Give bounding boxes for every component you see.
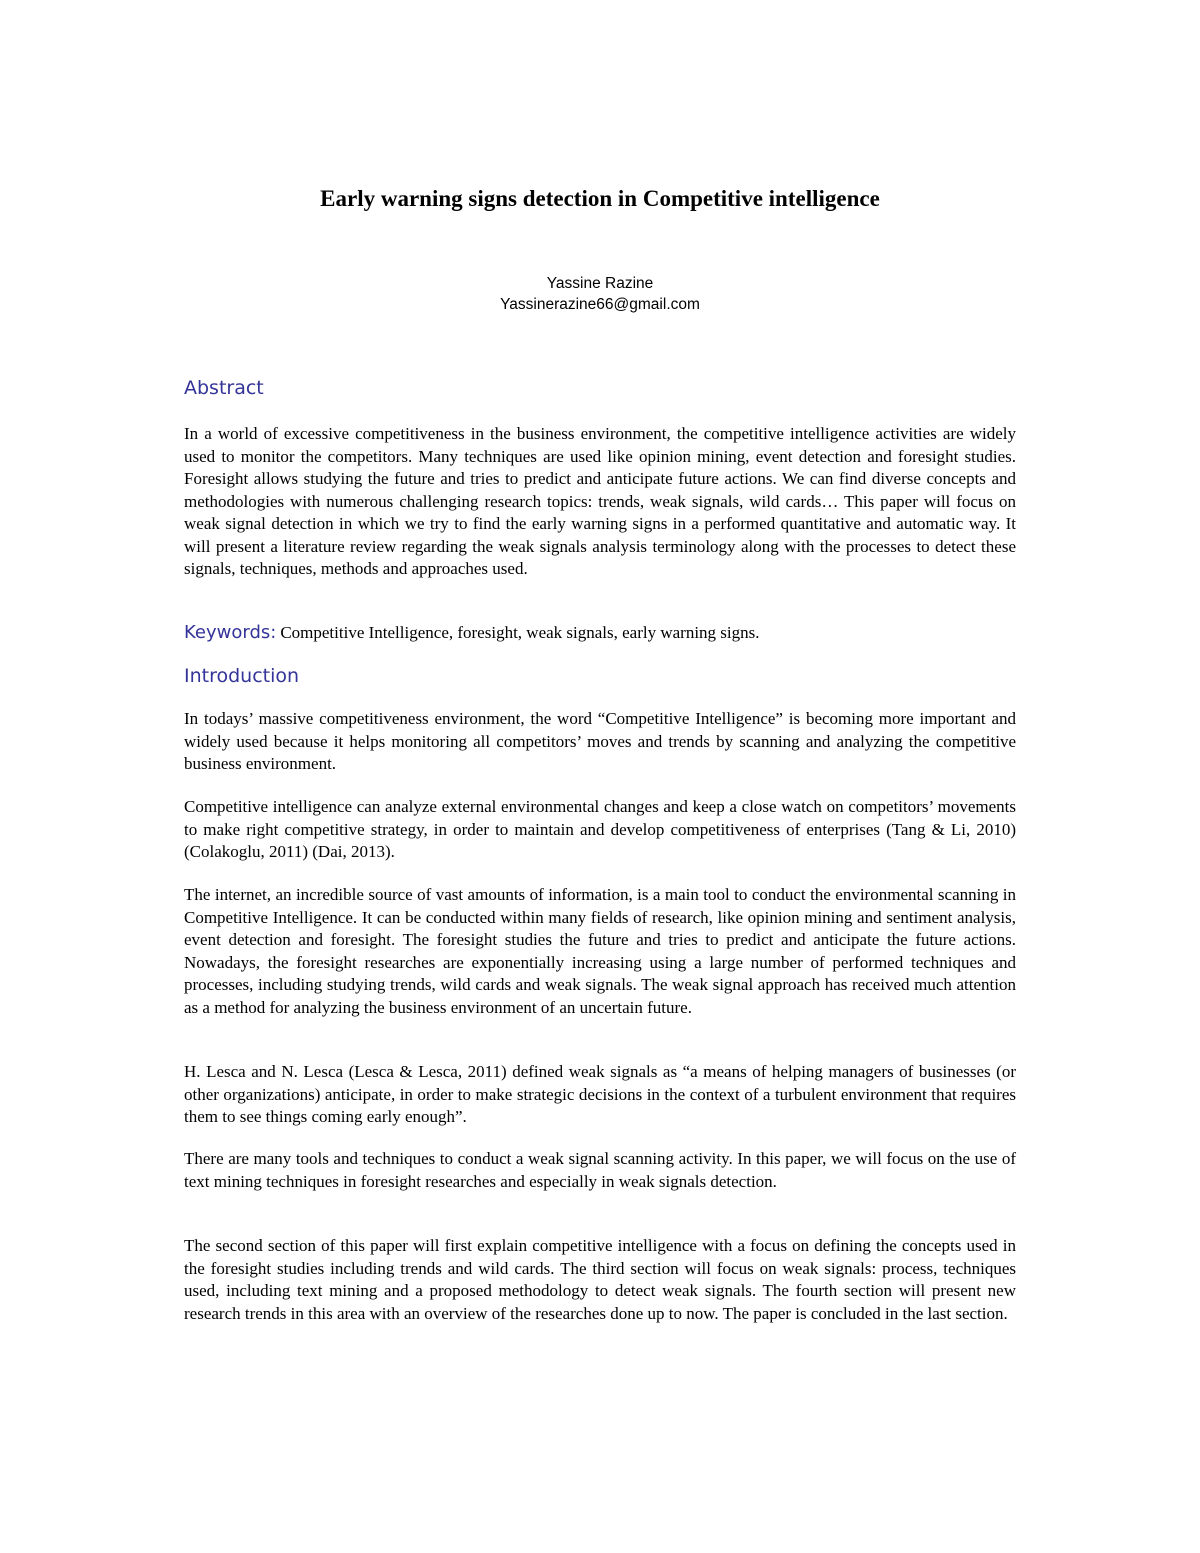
keywords-text: Competitive Intelligence, foresight, weak signals, early warning signs. bbox=[280, 623, 760, 642]
intro-paragraph-5: There are many tools and techniques to conduct a weak signal scanning activity. In this paper, we will focus on the use of text mining techniques in foresight researches and especially in weak signals detection. bbox=[184, 1149, 1016, 1191]
abstract-heading: Abstract bbox=[184, 377, 264, 399]
intro-paragraph-4: H. Lesca and N. Lesca (Lesca & Lesca, 2011) defined weak signals as “a means of helping managers of businesses (or other organizations) anticipate, in order to make strategic decisions in the context of a turbulent environment that requires them to see things coming early enough”. bbox=[184, 1062, 1016, 1126]
intro-paragraph-3: The internet, an incredible source of vast amounts of information, is a main tool to conduct the environmental scanning in Competitive Intelligence. It can be conducted within many fields of research, like opinion mining and sentiment analysis, event detection and foresight. The foresight studies the future and tries to predict and anticipate the future actions. Nowadays, the foresight researches are exponentially increasing using a large number of performed techniques and processes, including studying trends, wild cards and weak signals. The weak signal approach has received much attention as a method for analyzing the business environment of an uncertain future. bbox=[184, 885, 1016, 1017]
intro-paragraph-1: In todays’ massive competitiveness environment, the word “Competitive Intelligence” is becoming more important and widely used because it helps monitoring all competitors’ moves and trends by scanning and analyzing the competitive business environment. bbox=[184, 709, 1016, 773]
keywords-label: Keywords: bbox=[184, 622, 277, 643]
author-email: Yassinerazine66@gmail.com bbox=[500, 296, 700, 313]
paper-title: Early warning signs detection in Competitive intelligence bbox=[320, 186, 880, 211]
intro-paragraph-6: The second section of this paper will first explain competitive intelligence with a focus on defining the concepts used in the foresight studies including trends and wild cards. The third section will focus on weak signals: process, techniques used, including text mining and a proposed methodology to detect weak signals. The fourth section will present new research trends in this area with an overview of the researches done up to now. The paper is concluded in the last section. bbox=[184, 1236, 1016, 1323]
intro-paragraph-2: Competitive intelligence can analyze external environmental changes and keep a close watch on competitors’ movements to make right competitive strategy, in order to maintain and develop competitiveness of enterprises (Tang & Li, 2010) (Colakoglu, 2011) (Dai, 2013). bbox=[184, 797, 1016, 861]
introduction-heading: Introduction bbox=[184, 665, 300, 687]
abstract-paragraph: In a world of excessive competitiveness in the business environment, the competitive intelligence activities are widely used to monitor the competitors. Many techniques are used like opinion mining, event detection and foresight studies. Foresight allows studying the future and tries to predict and anticipate future actions. We can find diverse concepts and methodologies with numerous challenging research topics: trends, weak signals, wild cards… This paper will focus on weak signal detection in which we try to find the early warning signs in a performed quantitative and automatic way. It will present a literature review regarding the weak signals analysis terminology along with the processes to detect these signals, techniques, methods and approaches used. bbox=[184, 424, 1016, 578]
author-name: Yassine Razine bbox=[546, 275, 654, 292]
keywords-line bbox=[184, 622, 1016, 643]
